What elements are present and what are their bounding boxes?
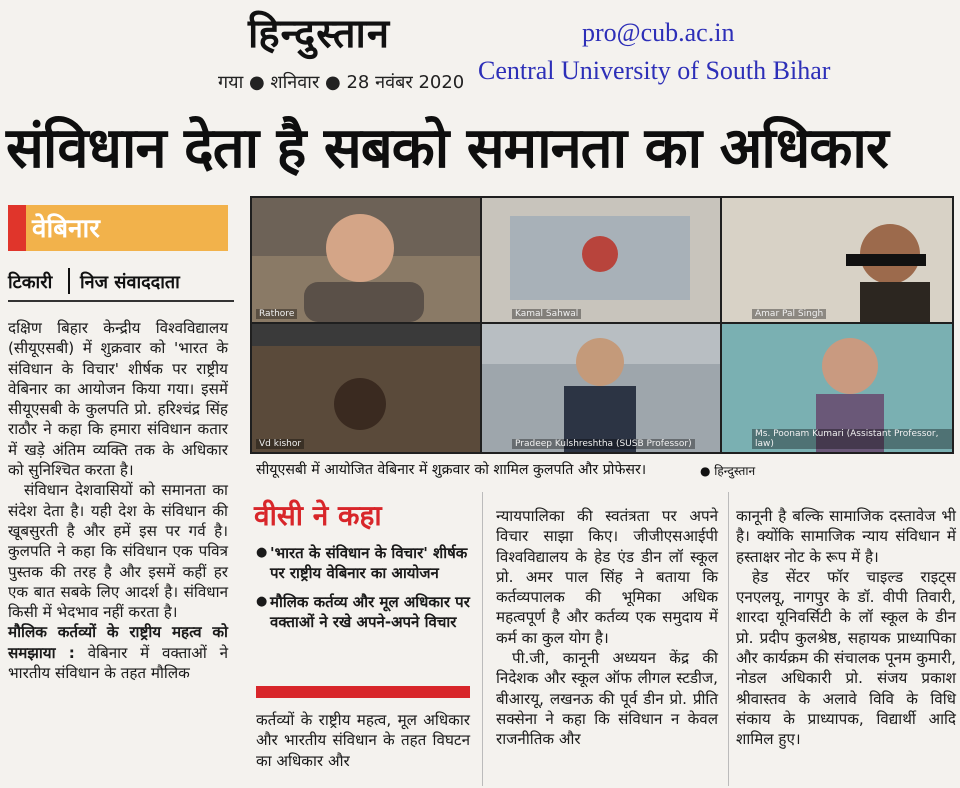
- participant-name: Kamal Sahwal: [512, 309, 581, 319]
- headline: संविधान देता है सबको समानता का अधिकार: [6, 116, 888, 181]
- vc-box-rule: [256, 686, 470, 698]
- video-tile: [482, 324, 720, 452]
- video-tile: [252, 198, 480, 322]
- byline-reporter: निज संवाददाता: [80, 272, 180, 293]
- section-tag: वेबिनार: [32, 214, 100, 244]
- paragraph: हेड सेंटर फॉर चाइल्ड राइट्स एनएलयू, नागपुर के डॉ. वीपी तिवारी, शारदा यूनिवर्सिटी के लॉ स्कूल के डीन प्रो. प्रदीप कुलश्रेष्ठ, सहायक प्राध्यापिका और कार्यक्रम की संचालक पूनम कुमारी, नोडल अधिकारी प्रो. संजय प्रकाश श्रीवास्तव के अलावे विवि के विधि संकाय के प्राध्यापक, विद्यार्थी आदि शामिल हुए।: [736, 567, 956, 749]
- stamp-university: Central University of South Bihar: [478, 56, 831, 85]
- byline-divider: [68, 268, 70, 294]
- bullet-item: ● 'भारत के संविधान के विचार' शीर्षक पर राष्ट्रीय वेबिनार का आयोजन: [256, 543, 476, 584]
- participant-name: Rathore: [256, 309, 297, 319]
- participant-name: Vd kishor: [256, 439, 304, 449]
- paragraph: पी.जी, कानूनी अध्ययन केंद्र की निदेशक और स्कूल ऑफ लीगल स्टडीज, बीआरयू, लखनऊ की पूर्व डीन प्रो. प्रीति सक्सेना ने कहा कि संविधान न केवल राजनीतिक और: [496, 649, 718, 749]
- article-column-2: [256, 710, 470, 771]
- video-tile: [722, 324, 952, 452]
- participant-name: Ms. Poonam Kumari (Assistant Professor, law): [752, 429, 952, 449]
- bullet-item: ● मौलिक कर्तव्य और मूल अधिकार पर वक्ताओं ने रखे अपने-अपने विचार: [256, 592, 476, 633]
- paragraph: दक्षिण बिहार केन्द्रीय विश्वविद्यालय (सीयूएसबी) में शुक्रवार को 'भारत के संविधान के विचार' शीर्षक पर राष्ट्रीय वेबिनार का आयोजन किया गया। इसमें सीयूएसबी के कुलपति प्रो. हरिश्चंद्र सिंह राठौर ने कहा कि हमारा संविधान कतार में खड़े अंतिम व्यक्ति तक के अधिकार को सुनिश्चित करता है।: [8, 319, 228, 480]
- paragraph: कानूनी है बल्कि सामाजिक दस्तावेज भी है। क्योंकि सामाजिक न्याय संविधान में हस्ताक्षर नोट के रूप में है।: [736, 507, 956, 566]
- article-column-3: [496, 506, 718, 750]
- section-tag-accent: [8, 205, 26, 251]
- paragraph: कर्तव्यों के राष्ट्रीय महत्व, मूल अधिकार और भारतीय संविधान के तहत विघटन का अधिकार और: [256, 711, 470, 770]
- webinar-photo: [250, 196, 954, 454]
- video-tile: [722, 198, 952, 322]
- vc-box-bullets: [256, 543, 476, 640]
- paragraph: [8, 622, 228, 683]
- column-divider: [482, 492, 483, 786]
- newspaper-masthead: हिन्दुस्तान: [248, 10, 391, 57]
- vc-box-title: वीसी ने कहा: [254, 499, 382, 532]
- stamp-email: pro@cub.ac.in: [582, 18, 735, 47]
- participant-name: Amar Pal Singh: [752, 309, 826, 319]
- article-column-4: [736, 506, 956, 750]
- column-divider: [728, 492, 729, 786]
- subheading: मौलिक कर्तव्यों के राष्ट्रीय महत्व को समझाया :: [8, 623, 228, 662]
- byline-place: टिकारी: [8, 272, 53, 293]
- video-tile: [252, 324, 480, 452]
- paragraph-text: वेबिनार में वक्ताओं ने भारतीय संविधान के तहत मौलिक: [8, 643, 228, 683]
- dateline: गया ● शनिवार ● 28 नवंबर 2020: [218, 72, 465, 93]
- paragraph: संविधान देशवासियों को समानता का संदेश देता है। यही देश के संविधान की खूबसुरती है और हमें इस पर गर्व है। कुलपति ने कहा कि संविधान एक पवित्र पुस्तक की तरह है और इसमें कहीं हर एक बात सबके लिए आदर्श है। संविधान किसी में भेदभाव नहीं करता है।: [8, 481, 228, 622]
- article-column-1: [8, 318, 228, 683]
- byline-rule: [8, 300, 234, 302]
- video-tile: [482, 198, 720, 322]
- paragraph: न्यायपालिका की स्वतंत्रता पर अपने विचार साझा किए। जीजीएसआईपी विश्वविद्यालय के हेड एंड डीन लॉ स्कूल प्रो. अमर पाल सिंह ने बताया कि कर्तव्यपालक की भूमिका अधिक महत्वपूर्ण है और कर्तव्य एक समुदाय में कर्म का कुल योग है।: [496, 507, 718, 647]
- photo-credit: ● हिन्दुस्तान: [700, 464, 756, 478]
- participant-name: Pradeep Kulshreshtha (SUSB Professor): [512, 439, 695, 449]
- photo-caption: सीयूएसबी में आयोजित वेबिनार में शुक्रवार को शामिल कुलपति और प्रोफेसर।: [256, 462, 647, 478]
